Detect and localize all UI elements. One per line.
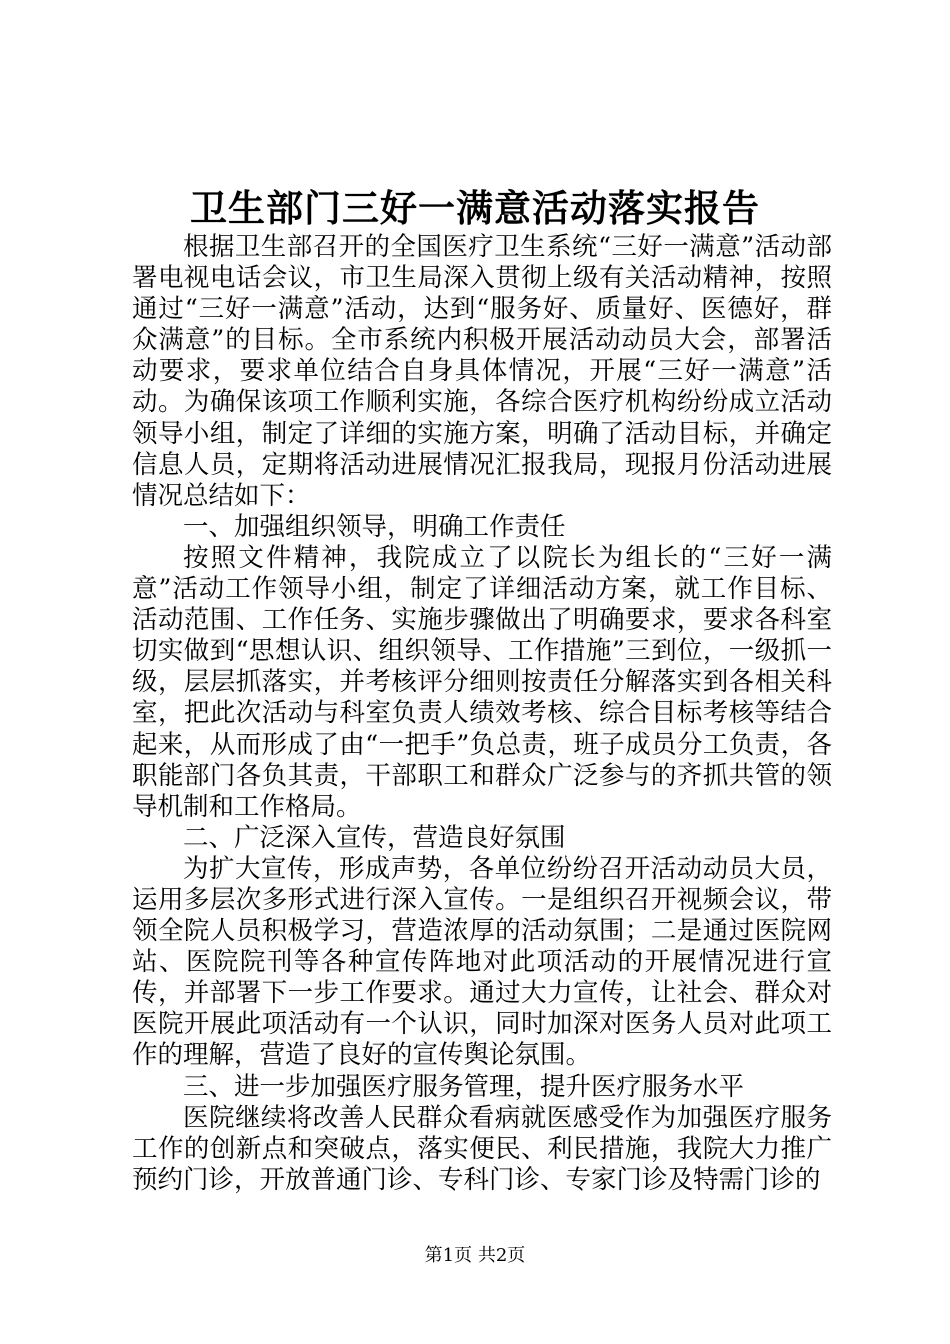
intro-paragraph: 根据卫生部召开的全国医疗卫生系统“三好一满意”活动部署电视电话会议，市卫生局深入贯彻上级有关活动精神，按照通过“三好一满意”活动，达到“服务好、质量好、医德好，群众满意”的目标。全市系统内积极开展活动动员大会，部署活动要求，要求单位结合自身具体情况，开展“三好一满意”活动。为确保该项工作顺利实施，各综合医疗机构纷纷成立活动领导小组，制定了详细的实施方案，明确了活动目标，并确定信息人员，定期将活动进展情况汇报我局，现报月份活动进展情况总结如下： [132, 232, 832, 511]
section-heading-1: 一、加强组织领导，明确工作责任 [183, 511, 566, 542]
document-body [132, 232, 832, 1196]
page-number-footer: 第1页 共2页 [424, 1245, 526, 1266]
section-heading-3: 三、进一步加强医疗服务管理，提升医疗服务水平 [183, 1071, 745, 1102]
section-paragraph-1: 按照文件精神，我院成立了以院长为组长的“三好一满意”活动工作领导小组，制定了详细活动方案，就工作目标、活动范围、工作任务、实施步骤做出了明确要求，要求各科室切实做到“思想认识、组织领导、工作措施”三到位，一级抓一级，层层抓落实，并考核评分细则按责任分解落实到各相关科室，把此次活动与科室负责人绩效考核、综合目标考核等结合起来，从而形成了由“一把手”负总责，班子成员分工负责，各职能部门各负其责，干部职工和群众广泛参与的齐抓共管的领导机制和工作格局。 [132, 542, 832, 822]
document-title: 卫生部门三好一满意活动落实报告 [190, 186, 760, 230]
section-paragraph-3: 医院继续将改善人民群众看病就医感受作为加强医疗服务工作的创新点和突破点，落实便民、利民措施，我院大力推广预约门诊，开放普通门诊、专科门诊、专家门诊及特需门诊的 [132, 1102, 832, 1195]
section-paragraph-2: 为扩大宣传，形成声势，各单位纷纷召开活动动员大员，运用多层次多形式进行深入宣传。一是组织召开视频会议，带领全院人员积极学习，营造浓厚的活动氛围；二是通过医院网站、医院院刊等各种宣传阵地对此项活动的开展情况进行宣传，并部署下一步工作要求。通过大力宣传，让社会、群众对医院开展此项活动有一个认识，同时加深对医务人员对此项工作的理解，营造了良好的宣传舆论氛围。 [132, 853, 832, 1071]
section-heading-2: 二、广泛深入宣传，营造良好氛围 [183, 822, 566, 853]
